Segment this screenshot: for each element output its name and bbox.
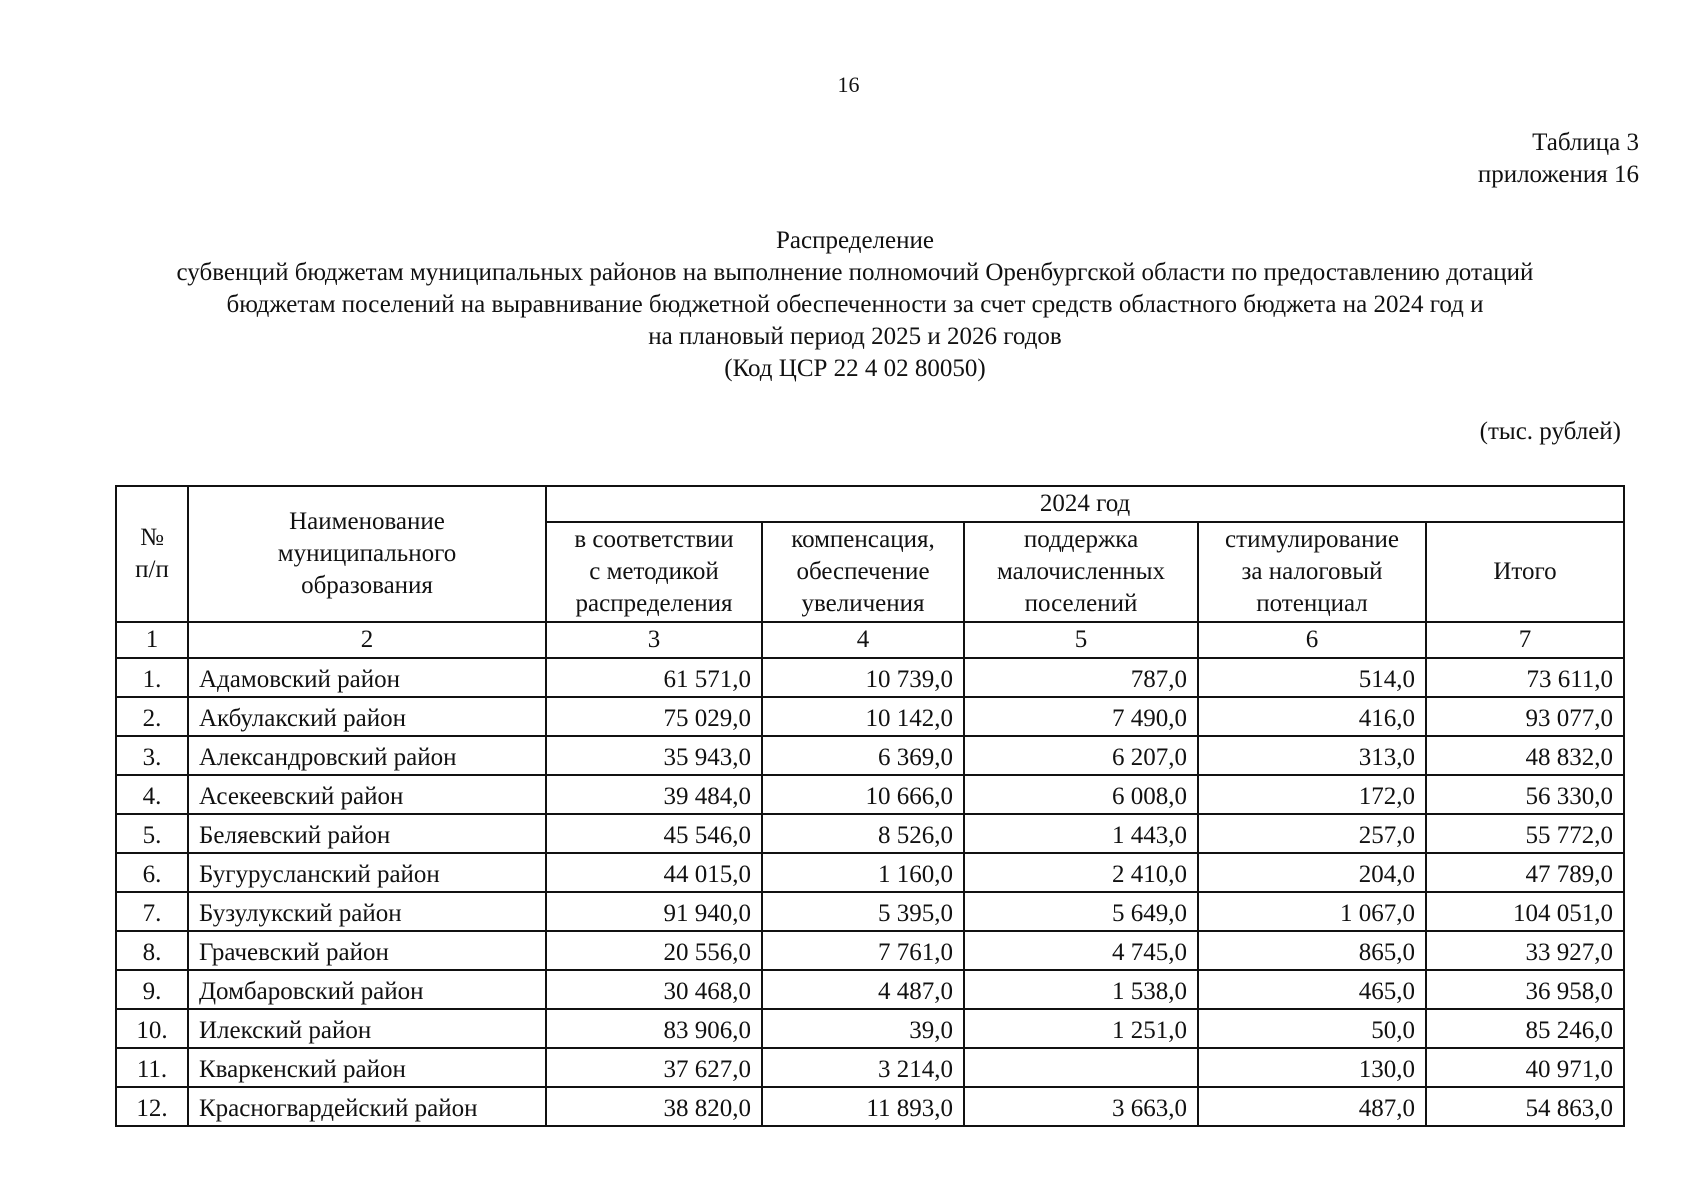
value-small-settlements: 1 443,0 bbox=[964, 814, 1198, 853]
row-number: 2. bbox=[116, 697, 188, 736]
value-total: 85 246,0 bbox=[1426, 1009, 1624, 1048]
header-name: Наименование муниципального образования bbox=[188, 486, 546, 622]
value-compensation: 10 142,0 bbox=[762, 697, 964, 736]
district-name: Домбаровский район bbox=[188, 970, 546, 1009]
value-tax-incentive: 1 067,0 bbox=[1198, 892, 1426, 931]
col-number: 1 bbox=[116, 622, 188, 658]
value-small-settlements: 6 008,0 bbox=[964, 775, 1198, 814]
table-ref-line2: приложения 16 bbox=[1477, 161, 1639, 188]
table-reference bbox=[1478, 127, 1639, 191]
row-number: 11. bbox=[116, 1048, 188, 1087]
row-number: 6. bbox=[116, 853, 188, 892]
table-body bbox=[116, 658, 1624, 1126]
table-row bbox=[116, 931, 1624, 970]
value-total: 93 077,0 bbox=[1426, 697, 1624, 736]
value-compensation: 6 369,0 bbox=[762, 736, 964, 775]
table-row bbox=[116, 1009, 1624, 1048]
value-methodology: 45 546,0 bbox=[546, 814, 762, 853]
value-compensation: 8 526,0 bbox=[762, 814, 964, 853]
district-name: Акбулакский район bbox=[188, 697, 546, 736]
value-methodology: 38 820,0 bbox=[546, 1087, 762, 1126]
value-tax-incentive: 313,0 bbox=[1198, 736, 1426, 775]
district-name: Беляевский район bbox=[188, 814, 546, 853]
district-name: Илекский район bbox=[188, 1009, 546, 1048]
table-row bbox=[116, 697, 1624, 736]
value-methodology: 37 627,0 bbox=[546, 1048, 762, 1087]
value-total: 73 611,0 bbox=[1426, 658, 1624, 697]
col-number: 7 bbox=[1426, 622, 1624, 658]
table-row bbox=[116, 814, 1624, 853]
value-compensation: 10 666,0 bbox=[762, 775, 964, 814]
table-row bbox=[116, 853, 1624, 892]
table-row bbox=[116, 658, 1624, 697]
value-tax-incentive: 416,0 bbox=[1198, 697, 1426, 736]
row-number: 3. bbox=[116, 736, 188, 775]
title-line4: на плановый период 2025 и 2026 годов bbox=[648, 323, 1062, 350]
value-tax-incentive: 130,0 bbox=[1198, 1048, 1426, 1087]
header-tax-incentive: стимулирование за налоговый потенциал bbox=[1198, 522, 1426, 622]
value-tax-incentive: 514,0 bbox=[1198, 658, 1426, 697]
value-small-settlements: 1 251,0 bbox=[964, 1009, 1198, 1048]
distribution-table bbox=[115, 485, 1625, 1127]
row-number: 1. bbox=[116, 658, 188, 697]
col-number: 3 bbox=[546, 622, 762, 658]
row-number: 8. bbox=[116, 931, 188, 970]
district-name: Красногвардейский район bbox=[188, 1087, 546, 1126]
header-num: № п/п bbox=[116, 486, 188, 622]
value-compensation: 4 487,0 bbox=[762, 970, 964, 1009]
value-total: 104 051,0 bbox=[1426, 892, 1624, 931]
value-tax-incentive: 487,0 bbox=[1198, 1087, 1426, 1126]
value-small-settlements bbox=[964, 1048, 1198, 1087]
page-number: 16 bbox=[837, 72, 860, 97]
district-name: Бугурусланский район bbox=[188, 853, 546, 892]
title-line5: (Код ЦСР 22 4 02 80050) bbox=[724, 355, 986, 382]
value-methodology: 39 484,0 bbox=[546, 775, 762, 814]
title-line2: субвенций бюджетам муниципальных районов на выполнение полномочий Оренбургской области по предоставлению дотаций bbox=[176, 259, 1534, 286]
value-total: 33 927,0 bbox=[1426, 931, 1624, 970]
value-tax-incentive: 172,0 bbox=[1198, 775, 1426, 814]
value-compensation: 10 739,0 bbox=[762, 658, 964, 697]
value-compensation: 5 395,0 bbox=[762, 892, 964, 931]
value-small-settlements: 6 207,0 bbox=[964, 736, 1198, 775]
district-name: Грачевский район bbox=[188, 931, 546, 970]
value-small-settlements: 2 410,0 bbox=[964, 853, 1198, 892]
row-number: 5. bbox=[116, 814, 188, 853]
table-row bbox=[116, 1087, 1624, 1126]
value-total: 54 863,0 bbox=[1426, 1087, 1624, 1126]
row-number: 12. bbox=[116, 1087, 188, 1126]
value-tax-incentive: 257,0 bbox=[1198, 814, 1426, 853]
value-small-settlements: 4 745,0 bbox=[964, 931, 1198, 970]
value-methodology: 30 468,0 bbox=[546, 970, 762, 1009]
title-line1: Распределение bbox=[776, 227, 934, 254]
district-name: Кваркенский район bbox=[188, 1048, 546, 1087]
header-year: 2024 год bbox=[546, 486, 1624, 522]
column-number-row bbox=[116, 622, 1624, 658]
title-line3: бюджетам поселений на выравнивание бюджетной обеспеченности за счет средств областного бюджета на 2024 год и bbox=[226, 291, 1484, 318]
value-compensation: 3 214,0 bbox=[762, 1048, 964, 1087]
value-total: 40 971,0 bbox=[1426, 1048, 1624, 1087]
col-number: 5 bbox=[964, 622, 1198, 658]
value-small-settlements: 1 538,0 bbox=[964, 970, 1198, 1009]
units-label: (тыс. рублей) bbox=[1479, 418, 1621, 445]
district-name: Бузулукский район bbox=[188, 892, 546, 931]
value-compensation: 1 160,0 bbox=[762, 853, 964, 892]
table-row bbox=[116, 1048, 1624, 1087]
header-small-settlements: поддержка малочисленных поселений bbox=[964, 522, 1198, 622]
row-number: 7. bbox=[116, 892, 188, 931]
value-small-settlements: 5 649,0 bbox=[964, 892, 1198, 931]
col-number: 6 bbox=[1198, 622, 1426, 658]
value-total: 56 330,0 bbox=[1426, 775, 1624, 814]
value-total: 55 772,0 bbox=[1426, 814, 1624, 853]
value-small-settlements: 7 490,0 bbox=[964, 697, 1198, 736]
district-name: Адамовский район bbox=[188, 658, 546, 697]
header-methodology: в соответствии с методикой распределения bbox=[546, 522, 762, 622]
header-total: Итого bbox=[1426, 522, 1624, 622]
value-methodology: 35 943,0 bbox=[546, 736, 762, 775]
table-row bbox=[116, 892, 1624, 931]
value-small-settlements: 3 663,0 bbox=[964, 1087, 1198, 1126]
document-title bbox=[40, 225, 1670, 385]
row-number: 10. bbox=[116, 1009, 188, 1048]
value-tax-incentive: 50,0 bbox=[1198, 1009, 1426, 1048]
district-name: Александровский район bbox=[188, 736, 546, 775]
value-methodology: 44 015,0 bbox=[546, 853, 762, 892]
value-total: 48 832,0 bbox=[1426, 736, 1624, 775]
header-compensation: компенсация, обеспечение увеличения bbox=[762, 522, 964, 622]
value-methodology: 75 029,0 bbox=[546, 697, 762, 736]
value-compensation: 7 761,0 bbox=[762, 931, 964, 970]
value-tax-incentive: 465,0 bbox=[1198, 970, 1426, 1009]
table-ref-line1: Таблица 3 bbox=[1532, 129, 1639, 156]
table-row bbox=[116, 775, 1624, 814]
row-number: 4. bbox=[116, 775, 188, 814]
value-total: 47 789,0 bbox=[1426, 853, 1624, 892]
value-compensation: 39,0 bbox=[762, 1009, 964, 1048]
value-small-settlements: 787,0 bbox=[964, 658, 1198, 697]
row-number: 9. bbox=[116, 970, 188, 1009]
value-methodology: 20 556,0 bbox=[546, 931, 762, 970]
value-total: 36 958,0 bbox=[1426, 970, 1624, 1009]
col-number: 2 bbox=[188, 622, 546, 658]
district-name: Асекеевский район bbox=[188, 775, 546, 814]
value-methodology: 91 940,0 bbox=[546, 892, 762, 931]
value-tax-incentive: 204,0 bbox=[1198, 853, 1426, 892]
value-compensation: 11 893,0 bbox=[762, 1087, 964, 1126]
value-tax-incentive: 865,0 bbox=[1198, 931, 1426, 970]
table-row bbox=[116, 970, 1624, 1009]
table-row bbox=[116, 736, 1624, 775]
value-methodology: 83 906,0 bbox=[546, 1009, 762, 1048]
value-methodology: 61 571,0 bbox=[546, 658, 762, 697]
col-number: 4 bbox=[762, 622, 964, 658]
